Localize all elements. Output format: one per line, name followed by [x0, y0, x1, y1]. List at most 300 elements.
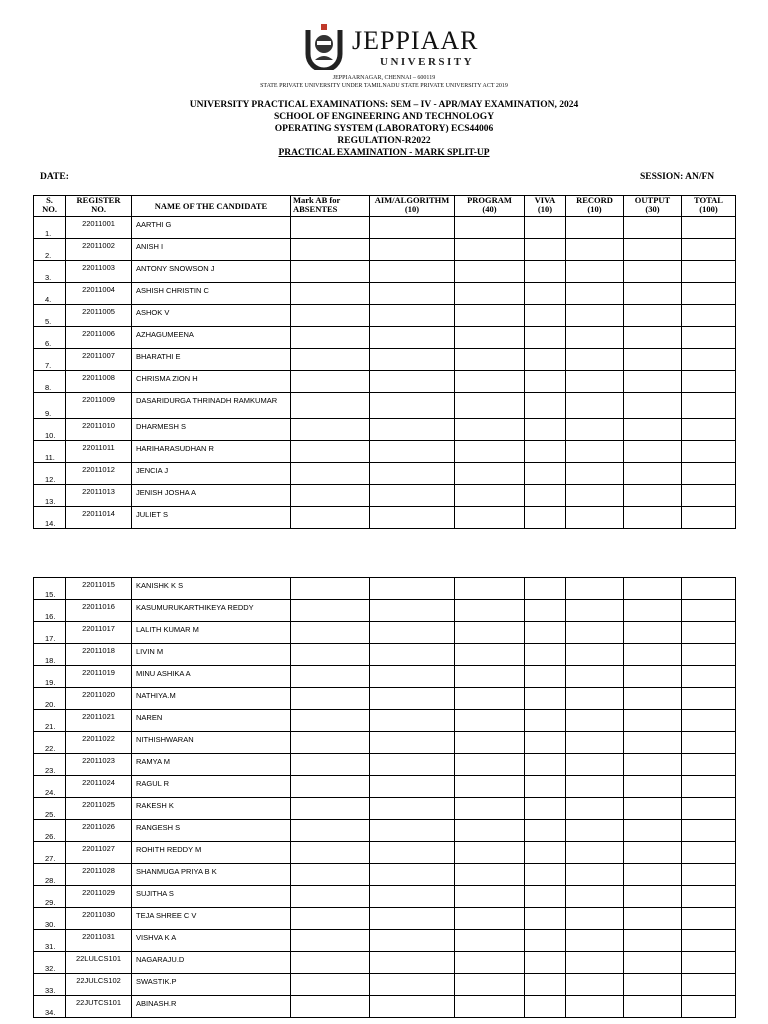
output-mark-cell[interactable] — [624, 393, 682, 419]
aim-mark-cell[interactable] — [370, 485, 455, 507]
viva-mark-cell[interactable] — [525, 930, 566, 952]
output-mark-cell[interactable] — [624, 666, 682, 688]
total-mark-cell[interactable] — [682, 371, 736, 393]
table-header-row — [34, 196, 736, 217]
viva-mark-cell[interactable] — [525, 820, 566, 842]
viva-mark-cell[interactable] — [525, 974, 566, 996]
output-mark-cell[interactable] — [624, 261, 682, 283]
aim-mark-cell[interactable] — [370, 666, 455, 688]
aim-mark-cell[interactable] — [370, 644, 455, 666]
record-mark-cell[interactable] — [566, 908, 624, 930]
date-label: DATE: — [40, 172, 69, 182]
program-mark-cell[interactable] — [455, 239, 525, 261]
candidate-name-cell: ASHOK V — [132, 305, 291, 327]
output-mark-cell[interactable] — [624, 419, 682, 441]
serial-number-cell: 32. — [34, 952, 66, 974]
serial-number-cell: 1. — [34, 217, 66, 239]
aim-mark-cell[interactable] — [370, 996, 455, 1018]
total-mark-cell[interactable] — [682, 349, 736, 371]
candidate-name-cell: ANTONY SNOWSON J — [132, 261, 291, 283]
output-mark-cell[interactable] — [624, 371, 682, 393]
absent-mark-cell[interactable] — [291, 217, 370, 239]
total-mark-cell[interactable] — [682, 644, 736, 666]
record-mark-cell[interactable] — [566, 371, 624, 393]
program-mark-cell[interactable] — [455, 974, 525, 996]
total-mark-cell[interactable] — [682, 710, 736, 732]
record-mark-cell[interactable] — [566, 798, 624, 820]
record-mark-cell[interactable] — [566, 754, 624, 776]
absent-mark-cell[interactable] — [291, 754, 370, 776]
candidate-name-cell: BHARATHI E — [132, 349, 291, 371]
record-mark-cell[interactable] — [566, 886, 624, 908]
output-mark-cell[interactable] — [624, 644, 682, 666]
absent-mark-cell[interactable] — [291, 239, 370, 261]
candidate-name-cell: ASHISH CHRISTIN C — [132, 283, 291, 305]
serial-number-cell: 23. — [34, 754, 66, 776]
absent-mark-cell[interactable] — [291, 710, 370, 732]
aim-mark-cell[interactable] — [370, 283, 455, 305]
program-mark-cell[interactable] — [455, 600, 525, 622]
absent-mark-cell[interactable] — [291, 419, 370, 441]
record-mark-cell[interactable] — [566, 996, 624, 1018]
aim-mark-cell[interactable] — [370, 754, 455, 776]
col-sno: S. NO. — [34, 196, 66, 217]
total-mark-cell[interactable] — [682, 776, 736, 798]
aim-mark-cell[interactable] — [370, 688, 455, 710]
output-mark-cell[interactable] — [624, 578, 682, 600]
program-mark-cell[interactable] — [455, 327, 525, 349]
output-mark-cell[interactable] — [624, 283, 682, 305]
absent-mark-cell[interactable] — [291, 305, 370, 327]
record-mark-cell[interactable] — [566, 419, 624, 441]
candidate-name-cell: NAREN — [132, 710, 291, 732]
output-mark-cell[interactable] — [624, 908, 682, 930]
candidate-name-cell: ROHITH REDDY M — [132, 842, 291, 864]
program-mark-cell[interactable] — [455, 349, 525, 371]
program-mark-cell[interactable] — [455, 578, 525, 600]
aim-mark-cell[interactable] — [370, 732, 455, 754]
absent-mark-cell[interactable] — [291, 261, 370, 283]
total-mark-cell[interactable] — [682, 974, 736, 996]
register-number-cell: 22011017 — [66, 622, 132, 644]
viva-mark-cell[interactable] — [525, 996, 566, 1018]
aim-mark-cell[interactable] — [370, 952, 455, 974]
total-mark-cell[interactable] — [682, 930, 736, 952]
register-number-cell: 22011003 — [66, 261, 132, 283]
output-mark-cell[interactable] — [624, 820, 682, 842]
table-row — [34, 371, 736, 393]
register-number-cell: 22011018 — [66, 644, 132, 666]
viva-mark-cell[interactable] — [525, 666, 566, 688]
output-mark-cell[interactable] — [624, 507, 682, 529]
aim-mark-cell[interactable] — [370, 327, 455, 349]
viva-mark-cell[interactable] — [525, 798, 566, 820]
serial-number-cell: 10. — [34, 419, 66, 441]
output-mark-cell[interactable] — [624, 732, 682, 754]
serial-number-cell: 34. — [34, 996, 66, 1018]
aim-mark-cell[interactable] — [370, 776, 455, 798]
absent-mark-cell[interactable] — [291, 644, 370, 666]
register-number-cell: 22011006 — [66, 327, 132, 349]
register-number-cell: 22011025 — [66, 798, 132, 820]
total-mark-cell[interactable] — [682, 578, 736, 600]
viva-mark-cell[interactable] — [525, 441, 566, 463]
program-mark-cell[interactable] — [455, 419, 525, 441]
program-mark-cell[interactable] — [455, 710, 525, 732]
aim-mark-cell[interactable] — [370, 842, 455, 864]
register-number-cell: 22011004 — [66, 283, 132, 305]
viva-mark-cell[interactable] — [525, 644, 566, 666]
viva-mark-cell[interactable] — [525, 578, 566, 600]
output-mark-cell[interactable] — [624, 776, 682, 798]
record-mark-cell[interactable] — [566, 622, 624, 644]
record-mark-cell[interactable] — [566, 666, 624, 688]
viva-mark-cell[interactable] — [525, 261, 566, 283]
register-number-cell: 22011005 — [66, 305, 132, 327]
total-mark-cell[interactable] — [682, 393, 736, 419]
record-mark-cell[interactable] — [566, 842, 624, 864]
absent-mark-cell[interactable] — [291, 600, 370, 622]
record-mark-cell[interactable] — [566, 776, 624, 798]
aim-mark-cell[interactable] — [370, 908, 455, 930]
record-mark-cell[interactable] — [566, 441, 624, 463]
record-mark-cell[interactable] — [566, 261, 624, 283]
aim-mark-cell[interactable] — [370, 710, 455, 732]
viva-mark-cell[interactable] — [525, 600, 566, 622]
aim-mark-cell[interactable] — [370, 419, 455, 441]
register-number-cell: 22011013 — [66, 485, 132, 507]
register-number-cell: 22011002 — [66, 239, 132, 261]
table-row — [34, 393, 736, 419]
output-mark-cell[interactable] — [624, 349, 682, 371]
absent-mark-cell[interactable] — [291, 441, 370, 463]
program-mark-cell[interactable] — [455, 952, 525, 974]
program-mark-cell[interactable] — [455, 485, 525, 507]
absent-mark-cell[interactable] — [291, 283, 370, 305]
table-row — [34, 754, 736, 776]
aim-mark-cell[interactable] — [370, 864, 455, 886]
total-mark-cell[interactable] — [682, 305, 736, 327]
absent-mark-cell[interactable] — [291, 864, 370, 886]
aim-mark-cell[interactable] — [370, 371, 455, 393]
col-candidate-name: NAME OF THE CANDIDATE — [132, 196, 291, 217]
program-mark-cell[interactable] — [455, 666, 525, 688]
absent-mark-cell[interactable] — [291, 952, 370, 974]
viva-mark-cell[interactable] — [525, 217, 566, 239]
output-mark-cell[interactable] — [624, 930, 682, 952]
register-number-cell: 22011026 — [66, 820, 132, 842]
absent-mark-cell[interactable] — [291, 688, 370, 710]
exam-title: UNIVERSITY PRACTICAL EXAMINATIONS: SEM – IV - APR/MAY EXAMINATION, 2024 — [189, 100, 579, 110]
table-row — [34, 305, 736, 327]
aim-mark-cell[interactable] — [370, 507, 455, 529]
absent-mark-cell[interactable] — [291, 578, 370, 600]
output-mark-cell[interactable] — [624, 305, 682, 327]
output-mark-cell[interactable] — [624, 798, 682, 820]
total-mark-cell[interactable] — [682, 666, 736, 688]
record-mark-cell[interactable] — [566, 239, 624, 261]
program-mark-cell[interactable] — [455, 776, 525, 798]
absent-mark-cell[interactable] — [291, 463, 370, 485]
program-mark-cell[interactable] — [455, 441, 525, 463]
col-program: PROGRAM (40) — [455, 196, 525, 217]
absent-mark-cell[interactable] — [291, 507, 370, 529]
viva-mark-cell[interactable] — [525, 393, 566, 419]
aim-mark-cell[interactable] — [370, 798, 455, 820]
total-mark-cell[interactable] — [682, 327, 736, 349]
school-title: SCHOOL OF ENGINEERING AND TECHNOLOGY — [273, 112, 495, 122]
absent-mark-cell[interactable] — [291, 996, 370, 1018]
program-mark-cell[interactable] — [455, 283, 525, 305]
total-mark-cell[interactable] — [682, 820, 736, 842]
output-mark-cell[interactable] — [624, 327, 682, 349]
absent-mark-cell[interactable] — [291, 886, 370, 908]
program-mark-cell[interactable] — [455, 820, 525, 842]
register-number-cell: 22011015 — [66, 578, 132, 600]
total-mark-cell[interactable] — [682, 732, 736, 754]
viva-mark-cell[interactable] — [525, 305, 566, 327]
col-viva: VIVA (10) — [525, 196, 566, 217]
total-mark-cell[interactable] — [682, 485, 736, 507]
viva-mark-cell[interactable] — [525, 371, 566, 393]
candidate-name-cell: DASARIDURGA THRINADH RAMKUMAR — [132, 393, 291, 419]
total-mark-cell[interactable] — [682, 600, 736, 622]
aim-mark-cell[interactable] — [370, 886, 455, 908]
aim-mark-cell[interactable] — [370, 393, 455, 419]
aim-mark-cell[interactable] — [370, 622, 455, 644]
absent-mark-cell[interactable] — [291, 349, 370, 371]
total-mark-cell[interactable] — [682, 886, 736, 908]
viva-mark-cell[interactable] — [525, 776, 566, 798]
viva-mark-cell[interactable] — [525, 688, 566, 710]
absent-mark-cell[interactable] — [291, 393, 370, 419]
aim-mark-cell[interactable] — [370, 217, 455, 239]
output-mark-cell[interactable] — [624, 600, 682, 622]
program-mark-cell[interactable] — [455, 732, 525, 754]
output-mark-cell[interactable] — [624, 688, 682, 710]
absent-mark-cell[interactable] — [291, 327, 370, 349]
record-mark-cell[interactable] — [566, 393, 624, 419]
program-mark-cell[interactable] — [455, 622, 525, 644]
viva-mark-cell[interactable] — [525, 864, 566, 886]
program-mark-cell[interactable] — [455, 393, 525, 419]
absent-mark-cell[interactable] — [291, 842, 370, 864]
output-mark-cell[interactable] — [624, 441, 682, 463]
program-mark-cell[interactable] — [455, 305, 525, 327]
output-mark-cell[interactable] — [624, 485, 682, 507]
register-number-cell: 22011022 — [66, 732, 132, 754]
aim-mark-cell[interactable] — [370, 349, 455, 371]
program-mark-cell[interactable] — [455, 261, 525, 283]
absent-mark-cell[interactable] — [291, 908, 370, 930]
output-mark-cell[interactable] — [624, 622, 682, 644]
table-row — [34, 283, 736, 305]
program-mark-cell[interactable] — [455, 371, 525, 393]
total-mark-cell[interactable] — [682, 283, 736, 305]
absent-mark-cell[interactable] — [291, 974, 370, 996]
serial-number-cell: 27. — [34, 842, 66, 864]
program-mark-cell[interactable] — [455, 644, 525, 666]
total-mark-cell[interactable] — [682, 996, 736, 1018]
candidate-name-cell: CHRISMA ZION H — [132, 371, 291, 393]
table-row — [34, 930, 736, 952]
program-mark-cell[interactable] — [455, 930, 525, 952]
total-mark-cell[interactable] — [682, 622, 736, 644]
viva-mark-cell[interactable] — [525, 485, 566, 507]
viva-mark-cell[interactable] — [525, 239, 566, 261]
candidate-name-cell: JULIET S — [132, 507, 291, 529]
record-mark-cell[interactable] — [566, 349, 624, 371]
total-mark-cell[interactable] — [682, 217, 736, 239]
register-number-cell: 22011028 — [66, 864, 132, 886]
absent-mark-cell[interactable] — [291, 371, 370, 393]
program-mark-cell[interactable] — [455, 886, 525, 908]
record-mark-cell[interactable] — [566, 732, 624, 754]
total-mark-cell[interactable] — [682, 261, 736, 283]
candidate-name-cell: AARTHI G — [132, 217, 291, 239]
output-mark-cell[interactable] — [624, 996, 682, 1018]
total-mark-cell[interactable] — [682, 688, 736, 710]
program-mark-cell[interactable] — [455, 798, 525, 820]
absent-mark-cell[interactable] — [291, 485, 370, 507]
viva-mark-cell[interactable] — [525, 732, 566, 754]
record-mark-cell[interactable] — [566, 820, 624, 842]
viva-mark-cell[interactable] — [525, 842, 566, 864]
record-mark-cell[interactable] — [566, 864, 624, 886]
viva-mark-cell[interactable] — [525, 349, 566, 371]
candidate-name-cell: NAGARAJU.D — [132, 952, 291, 974]
record-mark-cell[interactable] — [566, 507, 624, 529]
absent-mark-cell[interactable] — [291, 666, 370, 688]
marks-table-2 — [33, 577, 736, 1018]
program-mark-cell[interactable] — [455, 463, 525, 485]
record-mark-cell[interactable] — [566, 710, 624, 732]
record-mark-cell[interactable] — [566, 952, 624, 974]
output-mark-cell[interactable] — [624, 217, 682, 239]
absent-mark-cell[interactable] — [291, 622, 370, 644]
record-mark-cell[interactable] — [566, 463, 624, 485]
output-mark-cell[interactable] — [624, 864, 682, 886]
aim-mark-cell[interactable] — [370, 463, 455, 485]
program-mark-cell[interactable] — [455, 996, 525, 1018]
record-mark-cell[interactable] — [566, 305, 624, 327]
aim-mark-cell[interactable] — [370, 441, 455, 463]
total-mark-cell[interactable] — [682, 419, 736, 441]
serial-number-cell: 31. — [34, 930, 66, 952]
aim-mark-cell[interactable] — [370, 305, 455, 327]
viva-mark-cell[interactable] — [525, 463, 566, 485]
total-mark-cell[interactable] — [682, 908, 736, 930]
record-mark-cell[interactable] — [566, 688, 624, 710]
candidate-name-cell: ABINASH.R — [132, 996, 291, 1018]
serial-number-cell: 29. — [34, 886, 66, 908]
viva-mark-cell[interactable] — [525, 507, 566, 529]
record-mark-cell[interactable] — [566, 974, 624, 996]
total-mark-cell[interactable] — [682, 864, 736, 886]
record-mark-cell[interactable] — [566, 930, 624, 952]
total-mark-cell[interactable] — [682, 842, 736, 864]
program-mark-cell[interactable] — [455, 217, 525, 239]
viva-mark-cell[interactable] — [525, 327, 566, 349]
total-mark-cell[interactable] — [682, 952, 736, 974]
aim-mark-cell[interactable] — [370, 930, 455, 952]
program-mark-cell[interactable] — [455, 754, 525, 776]
absent-mark-cell[interactable] — [291, 732, 370, 754]
record-mark-cell[interactable] — [566, 283, 624, 305]
viva-mark-cell[interactable] — [525, 622, 566, 644]
output-mark-cell[interactable] — [624, 463, 682, 485]
output-mark-cell[interactable] — [624, 754, 682, 776]
total-mark-cell[interactable] — [682, 441, 736, 463]
total-mark-cell[interactable] — [682, 754, 736, 776]
program-mark-cell[interactable] — [455, 842, 525, 864]
absent-mark-cell[interactable] — [291, 798, 370, 820]
viva-mark-cell[interactable] — [525, 908, 566, 930]
record-mark-cell[interactable] — [566, 578, 624, 600]
viva-mark-cell[interactable] — [525, 952, 566, 974]
record-mark-cell[interactable] — [566, 485, 624, 507]
col-absent: Mark AB for ABSENTES — [291, 196, 370, 217]
absent-mark-cell[interactable] — [291, 820, 370, 842]
table-row — [34, 441, 736, 463]
aim-mark-cell[interactable] — [370, 600, 455, 622]
output-mark-cell[interactable] — [624, 239, 682, 261]
program-mark-cell[interactable] — [455, 507, 525, 529]
absent-mark-cell[interactable] — [291, 776, 370, 798]
viva-mark-cell[interactable] — [525, 283, 566, 305]
table-row — [34, 666, 736, 688]
program-mark-cell[interactable] — [455, 688, 525, 710]
aim-mark-cell[interactable] — [370, 239, 455, 261]
aim-mark-cell[interactable] — [370, 974, 455, 996]
register-number-cell: 22011010 — [66, 419, 132, 441]
candidate-name-cell: JENISH JOSHA A — [132, 485, 291, 507]
aim-mark-cell[interactable] — [370, 261, 455, 283]
output-mark-cell[interactable] — [624, 952, 682, 974]
candidate-name-cell: LALITH KUMAR M — [132, 622, 291, 644]
absent-mark-cell[interactable] — [291, 930, 370, 952]
viva-mark-cell[interactable] — [525, 419, 566, 441]
output-mark-cell[interactable] — [624, 974, 682, 996]
total-mark-cell[interactable] — [682, 798, 736, 820]
output-mark-cell[interactable] — [624, 710, 682, 732]
output-mark-cell[interactable] — [624, 886, 682, 908]
program-mark-cell[interactable] — [455, 864, 525, 886]
candidate-name-cell: JENCIA J — [132, 463, 291, 485]
record-mark-cell[interactable] — [566, 644, 624, 666]
total-mark-cell[interactable] — [682, 239, 736, 261]
viva-mark-cell[interactable] — [525, 710, 566, 732]
output-mark-cell[interactable] — [624, 842, 682, 864]
record-mark-cell[interactable] — [566, 217, 624, 239]
university-logo — [300, 22, 480, 74]
serial-number-cell: 13. — [34, 485, 66, 507]
aim-mark-cell[interactable] — [370, 578, 455, 600]
aim-mark-cell[interactable] — [370, 820, 455, 842]
program-mark-cell[interactable] — [455, 908, 525, 930]
candidate-name-cell: RAMYA M — [132, 754, 291, 776]
record-mark-cell[interactable] — [566, 600, 624, 622]
viva-mark-cell[interactable] — [525, 886, 566, 908]
col-output: OUTPUT (30) — [624, 196, 682, 217]
total-mark-cell[interactable] — [682, 507, 736, 529]
serial-number-cell: 11. — [34, 441, 66, 463]
table-row — [34, 578, 736, 600]
viva-mark-cell[interactable] — [525, 754, 566, 776]
total-mark-cell[interactable] — [682, 463, 736, 485]
record-mark-cell[interactable] — [566, 327, 624, 349]
serial-number-cell: 30. — [34, 908, 66, 930]
